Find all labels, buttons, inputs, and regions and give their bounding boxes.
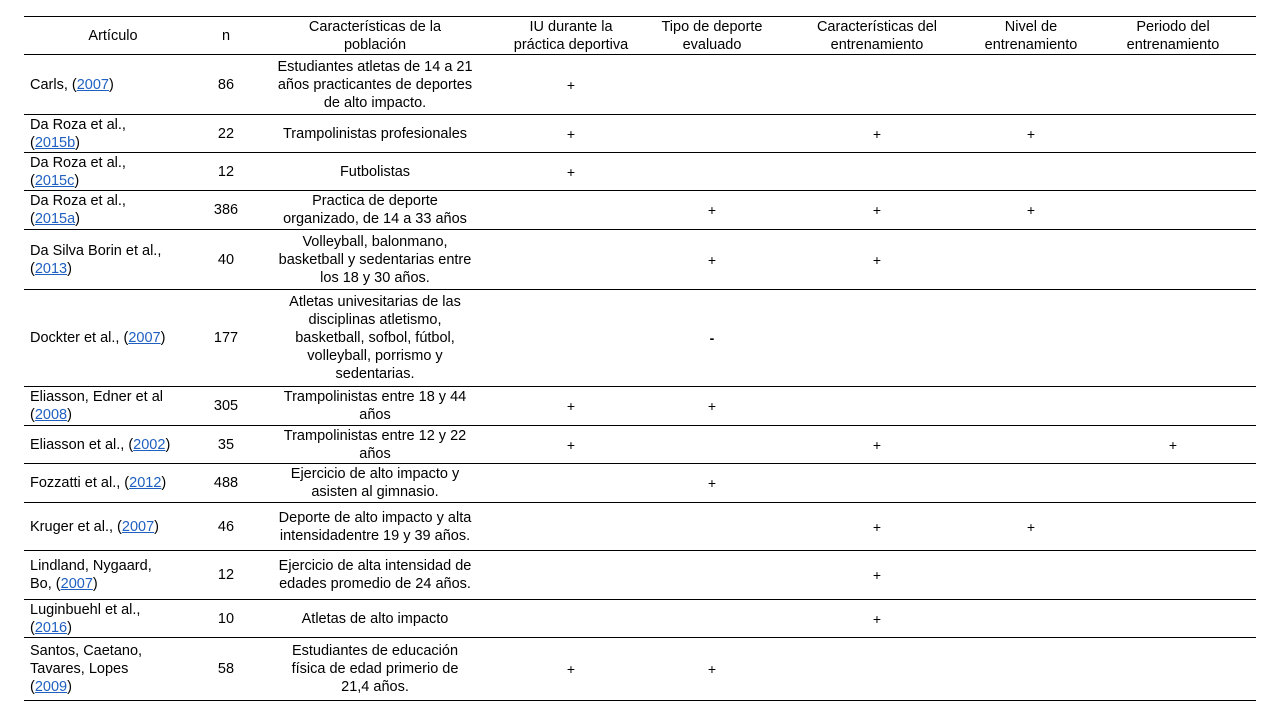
mark-tipo: + bbox=[707, 251, 717, 268]
n-cell: 386 bbox=[213, 202, 239, 218]
article-cell bbox=[24, 115, 202, 153]
mark-periodo bbox=[1090, 503, 1256, 551]
citation-year-link[interactable]: 2013 bbox=[34, 260, 68, 277]
mark-nivel bbox=[972, 230, 1090, 290]
mark-iu bbox=[500, 191, 642, 230]
mark-nivel bbox=[972, 426, 1090, 464]
article-authors: Santos, Caetano, Tavares, Lopes ( bbox=[30, 643, 143, 695]
mark-caracteristicas bbox=[782, 464, 972, 503]
population-cell: Futbolistas bbox=[339, 163, 411, 180]
header-n: n bbox=[202, 17, 250, 55]
table-row bbox=[24, 503, 1256, 551]
mark-nivel bbox=[972, 290, 1090, 387]
citation-year-link[interactable]: 2012 bbox=[129, 475, 162, 491]
mark-caracteristicas bbox=[782, 387, 972, 426]
mark-nivel: + bbox=[1026, 518, 1036, 535]
article-authors: Fozzatti et al., ( bbox=[30, 475, 130, 491]
article-cell bbox=[24, 426, 202, 464]
citation-year-link[interactable]: 2015a bbox=[34, 211, 76, 227]
article-authors: Lindland, Nygaard, Bo, ( bbox=[30, 558, 152, 592]
mark-tipo bbox=[642, 153, 782, 191]
mark-nivel bbox=[972, 387, 1090, 426]
citation-year-link[interactable]: 2007 bbox=[60, 576, 93, 592]
n-cell: 12 bbox=[217, 163, 235, 180]
citation-close: ) bbox=[109, 76, 114, 93]
mark-caracteristicas: + bbox=[872, 567, 882, 583]
citation-year-link[interactable]: 2007 bbox=[121, 518, 155, 535]
mark-periodo bbox=[1090, 600, 1256, 638]
article-cell bbox=[24, 503, 202, 551]
article-cell bbox=[24, 230, 202, 290]
population-cell: Estudiantes atletas de 14 a 21 años practicantes de deportes de alto impacto. bbox=[277, 58, 473, 111]
citation-close: ) bbox=[75, 211, 81, 227]
citation-close: ) bbox=[67, 619, 72, 636]
population-cell: Practica de deporte organizado, de 14 a 33 años bbox=[283, 193, 467, 227]
article-cell bbox=[24, 290, 202, 387]
n-cell: 58 bbox=[217, 661, 235, 677]
header-row bbox=[24, 17, 1256, 55]
table-row bbox=[24, 426, 1256, 464]
citation-year-link[interactable]: 2008 bbox=[34, 407, 68, 423]
article-authors: Kruger et al., ( bbox=[30, 518, 122, 535]
population-cell: Trampolinistas entre 18 y 44 años bbox=[283, 389, 467, 423]
header-iu: IU durante la práctica deportiva bbox=[500, 17, 642, 55]
citation-year-link[interactable]: 2007 bbox=[128, 330, 161, 346]
mark-periodo: + bbox=[1168, 436, 1178, 453]
mark-tipo bbox=[642, 600, 782, 638]
mark-iu: + bbox=[566, 76, 576, 93]
mark-periodo bbox=[1090, 55, 1256, 115]
population-cell: Trampolinistas entre 12 y 22 años bbox=[283, 427, 467, 462]
article-cell bbox=[24, 55, 202, 115]
table-row bbox=[24, 387, 1256, 426]
article-authors: Eliasson, Edner et al ( bbox=[30, 389, 163, 423]
n-cell: 46 bbox=[217, 518, 235, 535]
n-cell: 22 bbox=[217, 125, 235, 142]
mark-tipo bbox=[642, 551, 782, 600]
mark-caracteristicas: + bbox=[872, 436, 882, 453]
mark-caracteristicas bbox=[782, 638, 972, 701]
article-authors: Luginbuehl et al., ( bbox=[30, 601, 141, 636]
mark-iu: + bbox=[566, 125, 576, 142]
mark-nivel bbox=[972, 464, 1090, 503]
mark-iu: + bbox=[566, 398, 576, 414]
mark-caracteristicas bbox=[782, 290, 972, 387]
citation-year-link[interactable]: 2016 bbox=[34, 619, 68, 636]
population-cell: Volleyball, balonmano, basketball y sedentarias entre los 18 y 30 años. bbox=[278, 233, 472, 286]
mark-periodo bbox=[1090, 230, 1256, 290]
header-articulo: Artículo bbox=[24, 17, 202, 55]
citation-close: ) bbox=[67, 260, 72, 277]
citation-close: ) bbox=[154, 518, 159, 535]
n-cell: 305 bbox=[213, 398, 239, 414]
n-cell: 86 bbox=[217, 76, 235, 93]
citation-year-link[interactable]: 2015c bbox=[34, 172, 75, 189]
mark-tipo: + bbox=[707, 398, 717, 414]
citation-close: ) bbox=[161, 475, 167, 491]
mark-nivel: + bbox=[1026, 202, 1036, 218]
citation-year-link[interactable]: 2002 bbox=[133, 436, 166, 453]
mark-iu bbox=[500, 503, 642, 551]
article-authors: Da Roza et al., ( bbox=[30, 154, 126, 189]
mark-iu: + bbox=[566, 661, 576, 677]
table-row bbox=[24, 464, 1256, 503]
mark-caracteristicas: + bbox=[872, 610, 882, 627]
citation-year-link[interactable]: 2015b bbox=[34, 134, 76, 151]
mark-periodo bbox=[1090, 191, 1256, 230]
mark-periodo bbox=[1090, 551, 1256, 600]
table-row bbox=[24, 55, 1256, 115]
population-cell: Ejercicio de alto impacto y asisten al gimnasio. bbox=[290, 466, 460, 500]
mark-periodo bbox=[1090, 115, 1256, 153]
citation-close: ) bbox=[74, 172, 80, 189]
article-authors: Eliasson et al., ( bbox=[30, 436, 134, 453]
header-tipo: Tipo de deporte evaluado bbox=[642, 17, 782, 55]
article-authors: Carls, ( bbox=[30, 76, 77, 93]
table-row bbox=[24, 638, 1256, 701]
citation-close: ) bbox=[67, 679, 72, 695]
mark-tipo bbox=[642, 55, 782, 115]
mark-nivel bbox=[972, 55, 1090, 115]
mark-tipo: - bbox=[709, 330, 715, 346]
mark-nivel: + bbox=[1026, 125, 1036, 142]
mark-tipo: + bbox=[707, 475, 717, 491]
n-cell: 12 bbox=[217, 567, 235, 583]
mark-tipo bbox=[642, 115, 782, 153]
citation-close: ) bbox=[92, 576, 98, 592]
table-row bbox=[24, 115, 1256, 153]
n-cell: 35 bbox=[217, 436, 235, 453]
table-row bbox=[24, 600, 1256, 638]
article-cell bbox=[24, 464, 202, 503]
mark-iu: + bbox=[566, 436, 576, 453]
table-row bbox=[24, 290, 1256, 387]
mark-iu: + bbox=[566, 163, 576, 180]
mark-iu bbox=[500, 230, 642, 290]
mark-nivel bbox=[972, 153, 1090, 191]
article-authors: Dockter et al., ( bbox=[30, 330, 129, 346]
population-cell: Estudiantes de educación física de edad primerio de 21,4 años. bbox=[291, 643, 459, 695]
header-nivel: Nivel de entrenamiento bbox=[972, 17, 1090, 55]
table-body bbox=[24, 55, 1256, 701]
n-cell: 10 bbox=[217, 610, 235, 627]
n-cell: 177 bbox=[213, 330, 239, 346]
population-cell: Trampolinistas profesionales bbox=[282, 125, 468, 142]
mark-periodo bbox=[1090, 387, 1256, 426]
population-cell: Ejercicio de alta intensidad de edades promedio de 24 años. bbox=[278, 558, 472, 592]
article-authors: Da Roza et al., ( bbox=[30, 116, 126, 151]
mark-periodo bbox=[1090, 153, 1256, 191]
citation-close: ) bbox=[75, 134, 81, 151]
mark-iu bbox=[500, 551, 642, 600]
n-cell: 488 bbox=[213, 475, 239, 491]
mark-nivel bbox=[972, 600, 1090, 638]
article-authors: Da Silva Borin et al., ( bbox=[30, 242, 162, 277]
article-cell bbox=[24, 600, 202, 638]
mark-caracteristicas: + bbox=[872, 251, 882, 268]
mark-iu bbox=[500, 600, 642, 638]
studies-table bbox=[24, 16, 1256, 701]
mark-tipo: + bbox=[707, 661, 717, 677]
table-row bbox=[24, 153, 1256, 191]
mark-caracteristicas bbox=[782, 153, 972, 191]
mark-nivel bbox=[972, 638, 1090, 701]
mark-caracteristicas: + bbox=[872, 518, 882, 535]
header-poblacion: Características de la población bbox=[250, 17, 500, 55]
population-cell: Deporte de alto impacto y alta intensidadentre 19 y 39 años. bbox=[278, 509, 472, 544]
table-row bbox=[24, 191, 1256, 230]
n-cell: 40 bbox=[217, 251, 235, 268]
mark-tipo bbox=[642, 503, 782, 551]
article-cell bbox=[24, 153, 202, 191]
mark-iu bbox=[500, 464, 642, 503]
citation-close: ) bbox=[160, 330, 166, 346]
mark-periodo bbox=[1090, 464, 1256, 503]
mark-iu bbox=[500, 290, 642, 387]
mark-tipo: + bbox=[707, 202, 717, 218]
article-cell bbox=[24, 387, 202, 426]
citation-close: ) bbox=[67, 407, 72, 423]
article-cell bbox=[24, 191, 202, 230]
population-cell: Atletas de alto impacto bbox=[301, 610, 449, 627]
table-row bbox=[24, 230, 1256, 290]
table-row bbox=[24, 551, 1256, 600]
mark-caracteristicas: + bbox=[872, 202, 882, 218]
mark-tipo bbox=[642, 426, 782, 464]
header-periodo: Periodo del entrenamiento bbox=[1090, 17, 1256, 55]
mark-caracteristicas: + bbox=[872, 125, 882, 142]
mark-nivel bbox=[972, 551, 1090, 600]
mark-caracteristicas bbox=[782, 55, 972, 115]
mark-periodo bbox=[1090, 290, 1256, 387]
population-cell: Atletas univesitarias de las disciplinas atletismo, basketball, sofbol, fútbol, volleyball, porrismo y sedentarias. bbox=[289, 294, 461, 382]
citation-year-link[interactable]: 2007 bbox=[76, 76, 109, 93]
citation-year-link[interactable]: 2009 bbox=[34, 679, 68, 695]
citation-close: ) bbox=[165, 436, 171, 453]
article-cell bbox=[24, 638, 202, 701]
article-cell bbox=[24, 551, 202, 600]
mark-periodo bbox=[1090, 638, 1256, 701]
header-caracteristicas: Características del entrenamiento bbox=[782, 17, 972, 55]
article-authors: Da Roza et al., ( bbox=[30, 193, 126, 227]
